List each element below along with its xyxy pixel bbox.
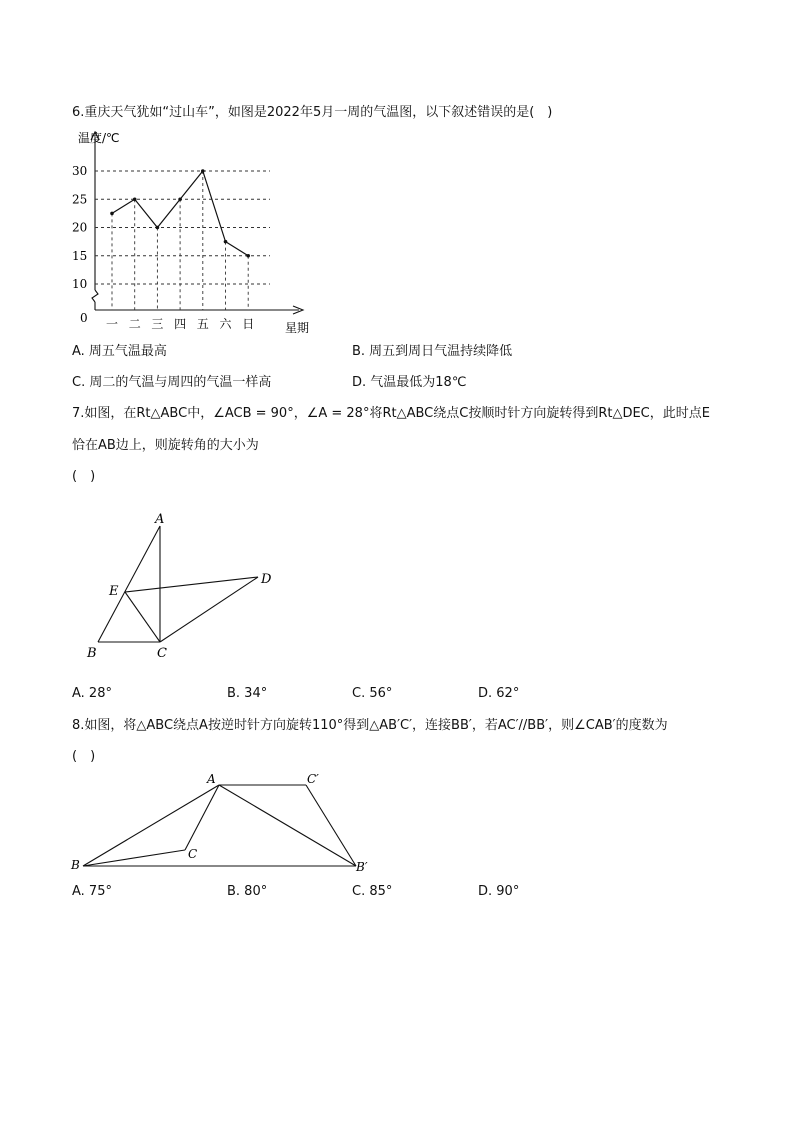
q7-stem-line2: 恰在AB边上，则旋转角的大小为 — [72, 438, 259, 453]
x-axis-label: 星期 — [285, 321, 310, 335]
q8-label-a: A — [207, 772, 216, 786]
q8-segment-ab1 — [219, 785, 356, 866]
x-tick-label: 二 — [128, 317, 141, 331]
q6-temperature-chart — [60, 124, 320, 339]
y-tick-label: 15 — [72, 248, 88, 263]
q6-option-a[interactable]: A. 周五气温最高 — [72, 344, 167, 359]
axis-break-mark — [92, 290, 98, 302]
y-axis-label: 温度/℃ — [78, 131, 120, 145]
x-tick-label: 六 — [219, 317, 232, 331]
q7-label-a: A — [155, 512, 165, 527]
data-point — [156, 226, 160, 230]
q7-answer-paren: ( ) — [72, 469, 96, 484]
q7-label-b: B — [87, 646, 97, 661]
q8-option-a[interactable]: A. 75° — [72, 884, 112, 899]
x-tick-label: 一 — [106, 317, 119, 331]
origin-label: 0 — [80, 311, 88, 325]
q7-option-a[interactable]: A. 28° — [72, 686, 112, 701]
q6-option-d[interactable]: D. 气温最低为18℃ — [352, 375, 467, 390]
q8-label-b1: B′ — [356, 860, 368, 874]
data-point — [201, 169, 205, 173]
data-point — [246, 254, 250, 258]
q7-label-c: C — [157, 646, 167, 661]
q6-option-c[interactable]: C. 周二的气温与周四的气温一样高 — [72, 375, 272, 390]
q7-label-d: D — [261, 572, 272, 587]
q7-label-e: E — [109, 584, 119, 599]
y-tick-label: 25 — [72, 192, 88, 207]
x-tick-label: 五 — [196, 317, 209, 331]
q8-figure — [66, 770, 386, 875]
data-point — [178, 197, 182, 201]
q8-stem: 8.如图，将△ABC绕点A按逆时针方向旋转110°得到△AB′C′，连接BB′，若AC′//BB′，则∠CAB′的度数为 — [72, 718, 668, 733]
q8-segment-ab — [83, 785, 219, 866]
q7-figure — [80, 510, 280, 670]
data-point — [224, 240, 228, 244]
q7-segment-ec — [125, 592, 160, 642]
q8-segment-bc — [83, 850, 185, 866]
q7-segment-ab — [98, 526, 160, 642]
data-point — [110, 212, 114, 216]
q7-option-b[interactable]: B. 34° — [227, 686, 268, 701]
q8-option-c[interactable]: C. 85° — [352, 884, 393, 899]
q8-answer-paren: ( ) — [72, 749, 96, 764]
q8-option-d[interactable]: D. 90° — [478, 884, 520, 899]
q6-option-b[interactable]: B. 周五到周日气温持续降低 — [352, 344, 513, 359]
q7-stem-line1: 7.如图，在Rt△ABC中，∠ACB = 90°，∠A = 28°将Rt△ABC绕点C按顺时针方向旋转得到Rt△DEC，此时点E — [72, 406, 710, 421]
q8-label-c: C — [188, 847, 198, 861]
q8-label-b: B — [71, 858, 80, 872]
data-point — [133, 197, 137, 201]
q7-option-d[interactable]: D. 62° — [478, 686, 520, 701]
q8-option-b[interactable]: B. 80° — [227, 884, 268, 899]
x-tick-label: 四 — [174, 317, 187, 331]
q8-segment-c1b1 — [306, 785, 356, 866]
y-tick-label: 10 — [72, 277, 88, 291]
q8-label-c1: C′ — [307, 772, 319, 786]
x-tick-label: 三 — [151, 317, 164, 331]
y-tick-label: 30 — [72, 164, 88, 178]
q6-stem: 6.重庆天气犹如“过山车”，如图是2022年5月一周的气温图，以下叙述错误的是( ) — [72, 105, 553, 120]
q7-option-c[interactable]: C. 56° — [352, 686, 393, 701]
x-tick-label: 日 — [242, 317, 255, 331]
y-tick-label: 20 — [72, 220, 88, 235]
